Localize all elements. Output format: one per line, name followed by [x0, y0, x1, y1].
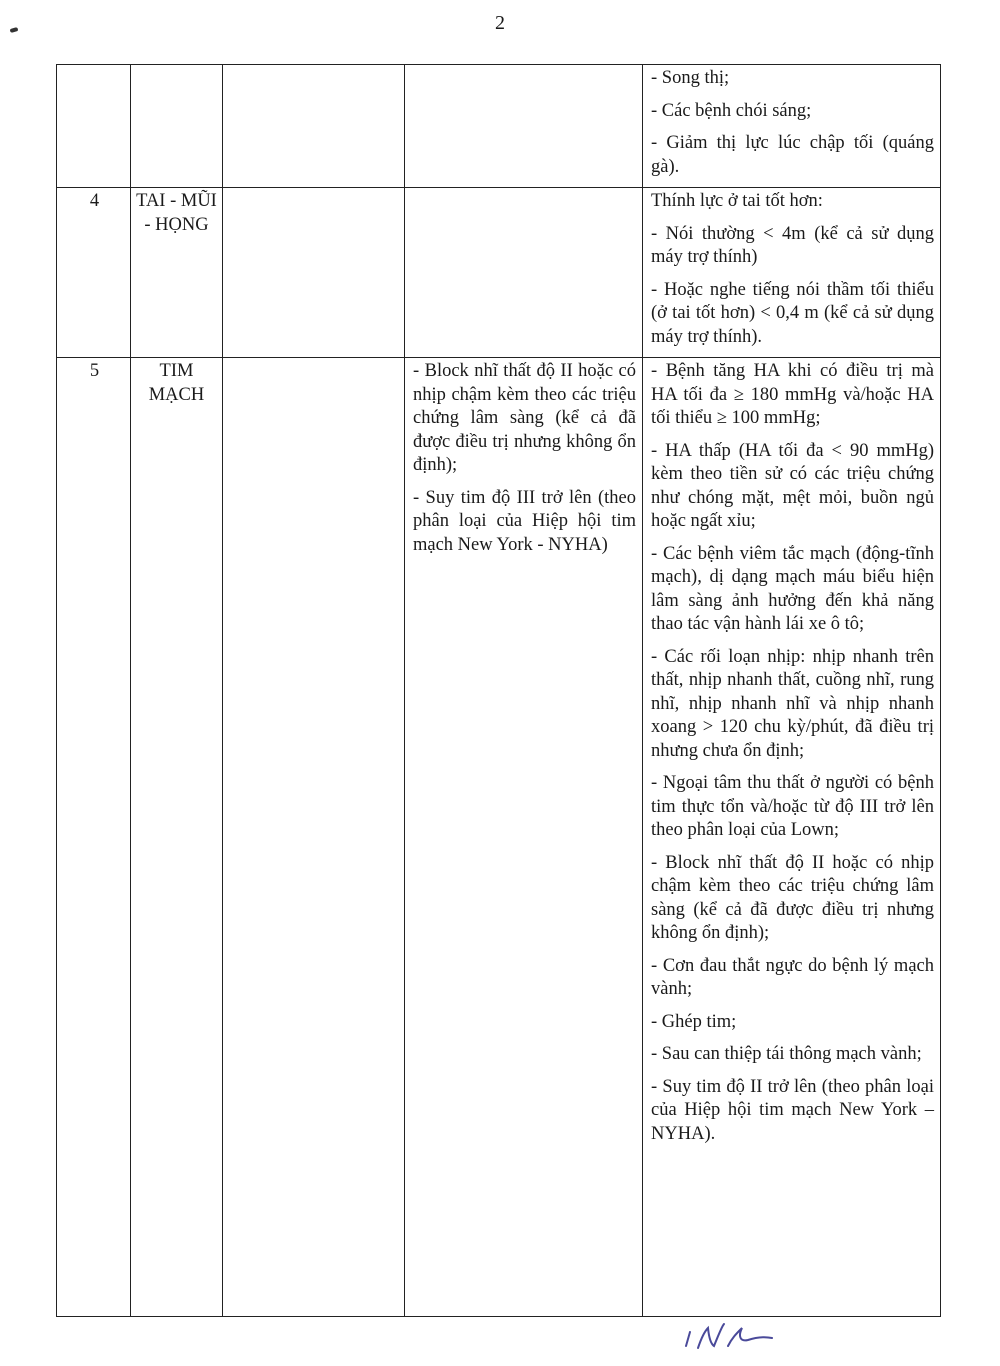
list-item: - Block nhĩ thất độ II hoặc có nhịp chậm kèm theo các triệu chứng lâm sàng (kể cả đã được điều trị nhưng không ổn định);: [651, 852, 934, 943]
table-row: [57, 65, 941, 188]
list-item: - Bệnh tăng HA khi có điều trị mà HA tối đa ≥ 180 mmHg và/hoặc HA tối thiểu ≥ 100 mmHg;: [651, 361, 934, 428]
handwritten-initials: [678, 1316, 778, 1356]
list-item: - Sau can thiệp tái thông mạch vành;: [651, 1044, 922, 1064]
col1-cell: [223, 188, 405, 358]
col3-cell: [643, 65, 941, 188]
list-item: - Block nhĩ thất độ II hoặc có nhịp chậm kèm theo các triệu chứng lâm sàng (kể cả đã được điều trị nhưng không ổn định);: [413, 361, 636, 475]
row-group: TAI - MŨI - HỌNG: [131, 188, 223, 358]
list-item: - HA thấp (HA tối đa < 90 mmHg) kèm theo tiền sử có các triệu chứng như chóng mặt, mệt mỏi, buồn ngủ hoặc ngất xỉu;: [651, 440, 934, 531]
col2-cell: [405, 358, 643, 1317]
table-row: [57, 188, 941, 358]
col2-cell: [405, 65, 643, 188]
col1-cell: [223, 358, 405, 1317]
list-item: - Nói thường < 4m (kể cả sử dụng máy trợ thính): [651, 223, 934, 267]
col2-cell: [405, 188, 643, 358]
list-item: - Suy tim độ II trở lên (theo phân loại của Hiệp hội tim mạch New York – NYHA).: [651, 1076, 934, 1144]
list-item: - Hoặc nghe tiếng nói thầm tối thiểu (ở tai tốt hơn) < 0,4 m (kể cả sử dụng máy trợ thính).: [651, 279, 934, 347]
row-group: [131, 65, 223, 188]
list-item: - Giảm thị lực lúc chập tối (quáng gà).: [651, 133, 934, 177]
col1-cell: [223, 65, 405, 188]
list-item: - Suy tim độ III trở lên (theo phân loại của Hiệp hội tim mạch New York - NYHA): [413, 487, 636, 555]
list-item: - Cơn đau thắt ngực do bệnh lý mạch vành;: [651, 955, 934, 999]
page-number: 2: [495, 12, 505, 34]
criteria-table: [56, 64, 941, 1317]
row-group: TIM MẠCH: [131, 358, 223, 1317]
list-item: - Các bệnh chói sáng;: [651, 100, 812, 121]
list-item: - Ngoại tâm thu thất ở người có bệnh tim thực tổn và/hoặc từ độ III trở lên theo phân loại của Lown;: [651, 773, 934, 840]
col3-cell: [643, 358, 941, 1317]
list-item: - Các rối loạn nhịp: nhịp nhanh trên thất, nhịp nhanh thất, cuồng nhĩ, rung nhĩ, nhịp nhanh nhĩ và nhịp nhanh xoang > 120 chu kỳ/phút, đã điều trị nhưng chưa ổn định;: [651, 646, 934, 761]
row-number: [57, 65, 131, 188]
list-item: - Song thị;: [651, 68, 730, 88]
col3-cell: [643, 188, 941, 358]
list-item: - Các bệnh viêm tắc mạch (động-tĩnh mạch), dị dạng mạch máu biểu hiện lâm sàng ảnh hưởng đến khả năng thao tác vận hành lái xe ô tô;: [651, 543, 934, 634]
row-number: 4: [57, 188, 131, 358]
table-row: [57, 358, 941, 1317]
list-item: - Ghép tim;: [651, 1011, 737, 1032]
list-item: Thính lực ở tai tốt hơn:: [651, 191, 823, 211]
row-number: 5: [57, 358, 131, 1317]
